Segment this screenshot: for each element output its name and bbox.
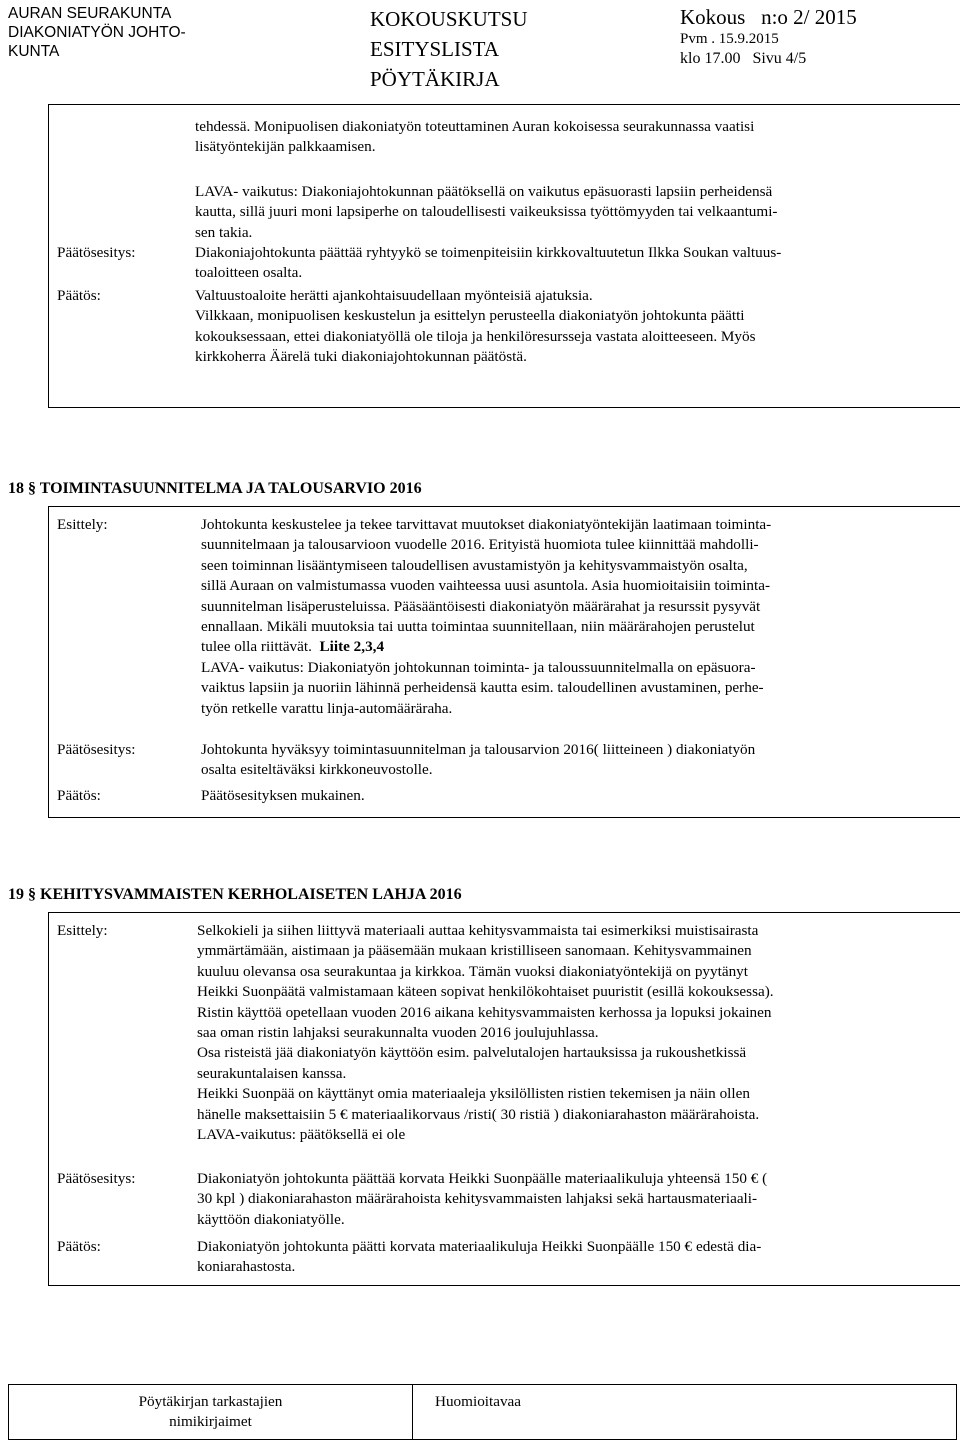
decision-label: Päätös: — [57, 787, 101, 804]
section-17-proposal — [195, 243, 955, 284]
section-19-heading: 19 § KEHITYSVAMMAISTEN KERHOLAISETEN LAHJA 2016 — [8, 886, 462, 903]
text-line: seurakuntalaisen kanssa. — [197, 1064, 347, 1082]
org-line-3: KUNTA — [8, 43, 60, 60]
page-footer — [8, 1384, 957, 1440]
checkers-line-1: Pöytäkirjan tarkastajien — [138, 1393, 283, 1410]
text-line: Heikki Suonpää on käyttänyt omia materiaaleja yksilöllisten ristien tekemisen ja näin ollen — [197, 1085, 750, 1103]
text-line: LAVA-vaikutus: päätöksellä ei ole — [197, 1126, 406, 1144]
section-18-intro — [201, 515, 955, 719]
doc-type-2: ESITYSLISTA — [370, 37, 499, 61]
page-header — [0, 0, 960, 100]
text-line: sen takia. — [195, 223, 253, 241]
section-18-box — [48, 506, 960, 818]
text-line: suunnitelmaan ja talousarvioon vuodelle 2016. Erityistä huomiota tulee kiinnittää mahdolli- — [201, 536, 759, 554]
org-line-1: AURAN SEURAKUNTA — [8, 5, 172, 22]
text-line: Johtokunta keskustelee ja tekee tarvittavat muutokset diakoniatyöntekijän laatimaan toiminta- — [201, 516, 772, 533]
intro-label: Esittely: — [57, 516, 108, 533]
text-line: lisätyöntekijän palkkaamisen. — [195, 138, 376, 156]
footer-checkers-label — [9, 1392, 412, 1432]
proposal-label: Päätösesitys: — [57, 244, 136, 261]
text-line: Diakoniatyön johtokunta päättää korvata Heikki Suonpäälle materiaalikuluja yhteensä 150 € ( — [197, 1170, 768, 1187]
text-line: Vilkkaan, monipuolisen keskustelun ja esittelyn perusteella diakoniatyön johtokunta päätti — [195, 307, 745, 325]
text-line: kautta, sillä juuri moni lapsiperhe on taloudellisesti vaikeuksissa työttömyyden tai velkaantumi- — [195, 203, 778, 221]
text-line: Diakoniajohtokunta päättää ryhtyykö se toimenpiteisiin kirkkovaltuutetun Ilkka Soukan valtuus- — [195, 244, 782, 261]
text-line: saa oman ristin lahjaksi seurakunnalta vuoden 2016 joulujuhlassa. — [197, 1024, 599, 1042]
text-line: koniarahastosta. — [197, 1258, 296, 1276]
text-line: ennallaan. Mikäli muutoksia tai uutta toimintaa suunnitellaan, niin määrärahojen perustelut — [201, 618, 755, 636]
text-line: tehdessä. Monipuolisen diakoniatyön toteuttaminen Auran kokoisessa seurakunnassa vaatisi — [195, 118, 755, 135]
text-line: käyttöön diakoniatyölle. — [197, 1210, 345, 1228]
section-19-intro — [197, 921, 945, 1145]
section-18-proposal — [201, 740, 955, 781]
text-line: ymmärtämään, aistimaan ja pääsemään mukaan kristilliseen sanomaan. Kehitysvammainen — [197, 942, 752, 960]
text-line: Osa risteistä jää diakoniatyön käyttöön esim. palvelutalojen hartauksissa ja rukoushetkissä — [197, 1044, 747, 1062]
proposal-label: Päätösesitys: — [57, 1170, 136, 1187]
text-line: suunnitelman lisäperusteluissa. Pääsääntöisesti diakoniatyön määrärahat ja resurssit pysyvät — [201, 597, 761, 615]
text-line: Selkokieli ja siihen liittyvä materiaali auttaa kehitysvammaista tai esimerkiksi muistisairasta — [197, 922, 759, 939]
doc-type-1: KOKOUSKUTSU — [370, 7, 528, 31]
text-line: vaiktus lapsiin ja nuoriin lähinnä perheidensä kautta esim. taloudellinen avustaminen, perhe- — [201, 679, 764, 697]
text-line: hänelle maksettaisiin 5 € materiaalikorvaus /risti( 30 ristiä ) diakoniarahaston määrärahoista. — [197, 1105, 760, 1123]
checkers-line-2: nimikirjaimet — [169, 1413, 252, 1430]
text-line: LAVA- vaikutus: Diakoniatyön johtokunnan toiminta- ja taloussuunnitelmalla on epäsuora- — [201, 658, 756, 676]
section-19-box — [48, 912, 960, 1286]
text-line: sillä Auraan on valmistumassa vuoden vaihteessa uusi asuntola. Asia huomioitaisiin toiminta- — [201, 577, 771, 595]
proposal-label: Päätösesitys: — [57, 741, 136, 758]
section-18-decision — [201, 786, 955, 806]
text-line: osalta esiteltäväksi kirkkoneuvostolle. — [201, 761, 433, 779]
text-line: LAVA- vaikutus: Diakoniajohtokunnan päätöksellä on vaikutus epäsuorasti lapsiin perheidensä — [195, 183, 773, 200]
section-17-lava — [195, 182, 955, 243]
attachment-ref: Liite 2,3,4 — [319, 638, 385, 656]
meeting-number: Kokous n:o 2/ 2015 — [680, 5, 857, 29]
document-type — [370, 4, 660, 94]
text-line: Diakoniatyön johtokunta päätti korvata materiaalikuluja Heikki Suonpäälle 150 € edestä dia- — [197, 1238, 762, 1255]
text-line-end: tulee olla riittävät. — [201, 638, 312, 656]
text-line — [201, 637, 955, 657]
text-line: työn retkelle varattu linja-automääräraha. — [201, 699, 453, 717]
text-line: Ristin käyttöä opetellaan vuoden 2016 aikana kehitysvammaisten kerhossa ja lopuksi jokainen — [197, 1003, 772, 1021]
text-line: kokouksessaan, ettei diakoniatyöllä ole tiloja ja henkilöresursseja vastata aloitteeseen. Myös — [195, 327, 756, 345]
text-line: toaloitteen osalta. — [195, 264, 303, 282]
meeting-date: Pvm . 15.9.2015 — [680, 31, 779, 47]
text-line: Päätösesityksen mukainen. — [201, 787, 365, 804]
text-line: kuuluu olevansa osa seurakuntaa ja kirkkoa. Tämän vuoksi diakoniatyöntekijä on pyytänyt — [197, 962, 748, 980]
section-19-proposal — [197, 1169, 945, 1230]
doc-type-3: PÖYTÄKIRJA — [370, 67, 500, 91]
section-18-heading: 18 § TOIMINTASUUNNITELMA JA TALOUSARVIO 2016 — [8, 480, 422, 497]
text-line: Heikki Suonpäätä valmistamaan käteen sopivat henkilökohtaiset puuristit (esillä kokouksessa). — [197, 983, 774, 1001]
section-17-decision — [195, 286, 955, 368]
intro-label: Esittely: — [57, 922, 108, 939]
text-line: kirkkoherra Äärelä tuki diakoniajohtokunnan päätöstä. — [195, 348, 527, 366]
footer-cell-checkers — [9, 1385, 413, 1439]
text-line: 30 kpl ) diakoniarahaston määrärahoista kehitysvammaisten lahjaksi sekä hartausmateriaali- — [197, 1190, 758, 1208]
meeting-info — [680, 4, 960, 69]
text-line: seen toiminnan lisääntymiseen taloudellisen avustamistyön ja kehitysvammaistyön osalta, — [201, 556, 748, 574]
meeting-time-page: klo 17.00 Sivu 4/5 — [680, 50, 807, 67]
text-line: Johtokunta hyväksyy toimintasuunnitelman ja talousarvion 2016( liitteineen ) diakoniatyön — [201, 741, 756, 758]
org-line-2: DIAKONIATYÖN JOHTO- — [8, 24, 186, 41]
text-line: Valtuustoaloite herätti ajankohtaisuudellaan myönteisiä ajatuksia. — [195, 287, 593, 304]
organization-name — [8, 4, 278, 61]
decision-label: Päätös: — [57, 1238, 101, 1255]
section-17-box — [48, 104, 960, 408]
section-19-decision — [197, 1237, 945, 1278]
section-17-continuation — [195, 117, 955, 158]
footer-notes-label: Huomioitavaa — [435, 1393, 522, 1410]
decision-label: Päätös: — [57, 287, 101, 304]
